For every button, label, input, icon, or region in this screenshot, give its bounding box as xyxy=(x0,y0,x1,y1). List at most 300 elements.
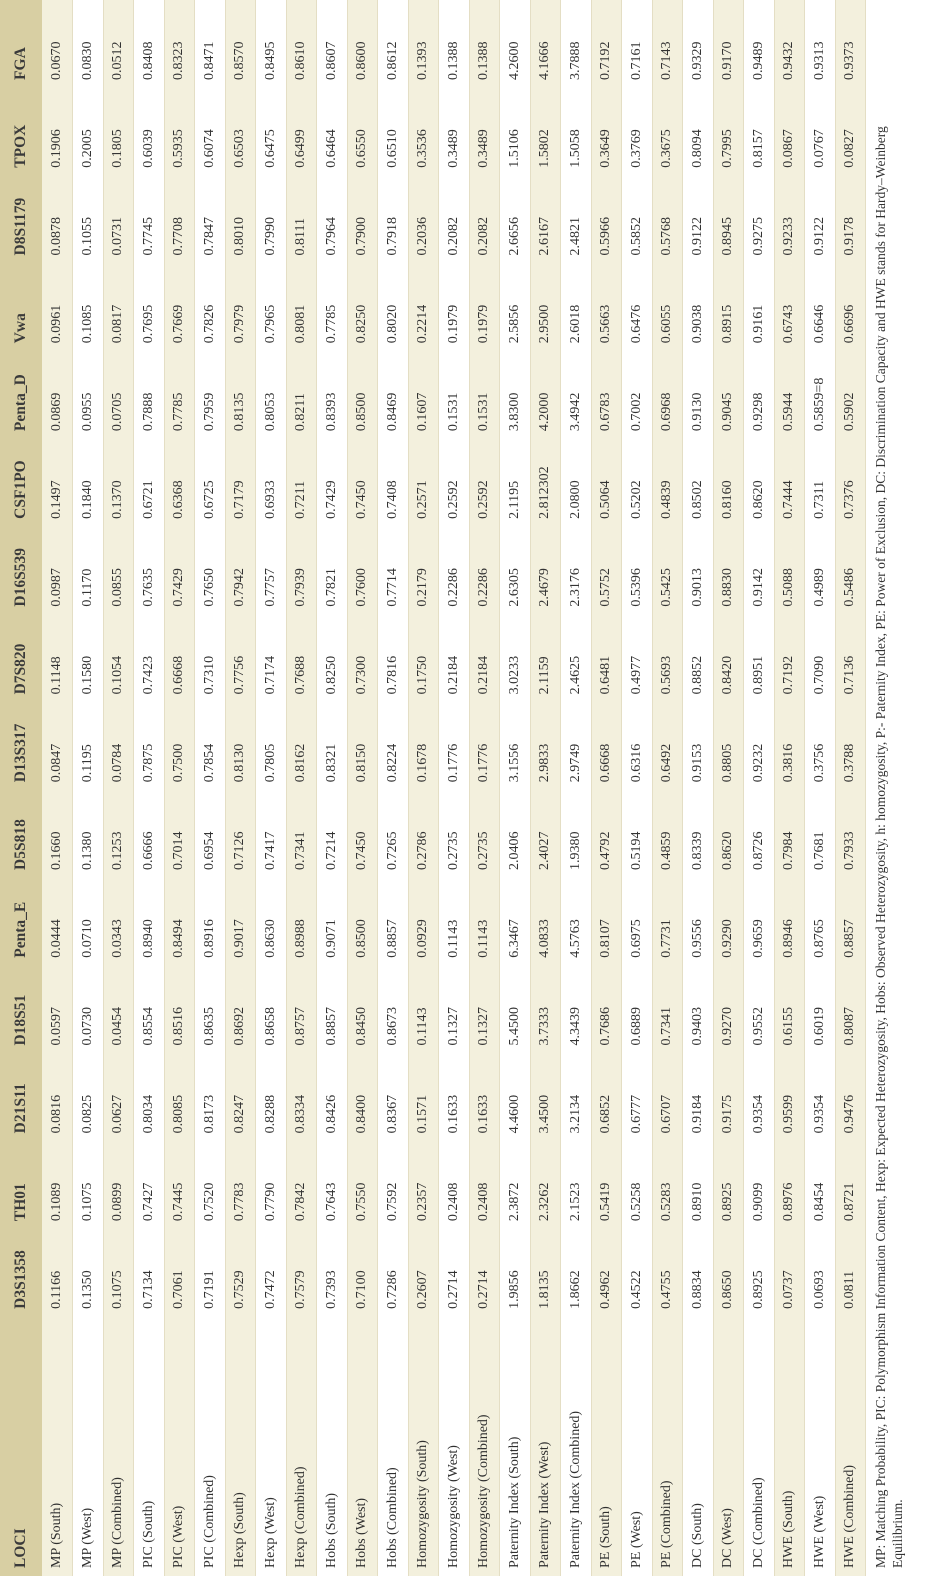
table-cell: 0.9403 xyxy=(683,966,714,1054)
table-cell: 2.1523 xyxy=(561,1141,592,1229)
column-header-th01: TH01 xyxy=(12,1183,29,1222)
table-cell: 0.5419 xyxy=(591,1141,622,1229)
table-cell: 0.9329 xyxy=(683,0,714,88)
table-cell: 0.7211 xyxy=(286,439,317,527)
column-header-fga: FGA xyxy=(12,47,29,80)
table-cell: 0.1253 xyxy=(103,790,134,878)
table-cell: 0.2005 xyxy=(73,88,104,176)
table-cell: 0.8094 xyxy=(683,88,714,176)
table-cell: 4.0833 xyxy=(530,878,561,966)
table-cell: 0.6743 xyxy=(774,264,805,352)
table-cell: 0.1085 xyxy=(73,264,104,352)
table-cell: 0.3816 xyxy=(774,702,805,790)
table-cell: 0.9178 xyxy=(835,176,866,264)
table-row xyxy=(195,0,226,1576)
table-cell: 0.7376 xyxy=(835,439,866,527)
table-row xyxy=(500,0,531,1576)
table-cell: 0.9233 xyxy=(774,176,805,264)
table-cell: 0.8502 xyxy=(683,439,714,527)
column-header-tpox: TPOX xyxy=(12,124,29,168)
column-header-d8s1179: D8S1179 xyxy=(12,197,29,256)
table-cell: 0.1840 xyxy=(73,439,104,527)
row-label: Paternity Index (Combined) xyxy=(561,1317,592,1576)
table-cell: 0.8334 xyxy=(286,1054,317,1142)
table-cell: 0.7341 xyxy=(652,966,683,1054)
table-cell: 0.7423 xyxy=(134,615,165,703)
table-cell: 0.7500 xyxy=(164,702,195,790)
table-cell: 0.7785 xyxy=(164,351,195,439)
table-cell: 3.4942 xyxy=(561,351,592,439)
table-cell: 2.6018 xyxy=(561,264,592,352)
column-header-d5s818: D5S818 xyxy=(12,819,29,870)
header-row xyxy=(0,0,42,1576)
table-cell: 0.7126 xyxy=(225,790,256,878)
table-cell: 0.7417 xyxy=(256,790,287,878)
table-cell: 0.9659 xyxy=(744,878,775,966)
table-cell: 0.8915 xyxy=(713,264,744,352)
table-cell: 0.1531 xyxy=(469,351,500,439)
table-cell: 0.7783 xyxy=(225,1141,256,1229)
table-cell: 0.3788 xyxy=(835,702,866,790)
table-cell: 0.7450 xyxy=(347,439,378,527)
table-row xyxy=(622,0,653,1576)
table-cell: 0.2214 xyxy=(408,264,439,352)
table-cell: 0.9122 xyxy=(805,176,836,264)
column-header-vwa: Vwa xyxy=(12,313,29,344)
table-cell: 0.8224 xyxy=(378,702,409,790)
table-cell: 0.8857 xyxy=(317,966,348,1054)
table-cell: 0.8607 xyxy=(317,0,348,88)
table-cell: 0.8157 xyxy=(744,88,775,176)
table-cell: 0.7805 xyxy=(256,702,287,790)
row-label: PE (West) xyxy=(622,1317,653,1576)
table-cell: 0.7964 xyxy=(317,176,348,264)
table-cell: 0.7310 xyxy=(195,615,226,703)
table-cell: 0.9432 xyxy=(774,0,805,88)
table-cell: 0.1607 xyxy=(408,351,439,439)
table-cell: 0.4989 xyxy=(805,527,836,615)
table-cell: 0.6492 xyxy=(652,702,683,790)
table-cell: 0.1393 xyxy=(408,0,439,88)
table-cell: 0.8620 xyxy=(713,790,744,878)
table-cell: 0.7745 xyxy=(134,176,165,264)
table-cell: 0.1979 xyxy=(469,264,500,352)
table-cell: 0.8339 xyxy=(683,790,714,878)
table-cell: 2.812302 xyxy=(530,439,561,527)
table-cell: 0.6464 xyxy=(317,88,348,176)
table-cell: 0.3769 xyxy=(622,88,653,176)
table-cell: 0.1678 xyxy=(408,702,439,790)
table-cell: 0.7984 xyxy=(774,790,805,878)
table-cell: 2.6167 xyxy=(530,176,561,264)
table-cell: 0.7143 xyxy=(652,0,683,88)
table-cell: 0.9099 xyxy=(744,1141,775,1229)
table-cell: 1.9380 xyxy=(561,790,592,878)
row-label: Hobs (West) xyxy=(347,1317,378,1576)
table-cell: 0.7265 xyxy=(378,790,409,878)
table-cell: 0.7002 xyxy=(622,351,653,439)
table-cell: 0.9298 xyxy=(744,351,775,439)
table-row xyxy=(42,0,73,1576)
table-cell: 0.0869 xyxy=(42,351,73,439)
row-label: Hexp (West) xyxy=(256,1317,287,1576)
row-label: MP (West) xyxy=(73,1317,104,1576)
table-cell: 4.3439 xyxy=(561,966,592,1054)
table-cell: 0.0444 xyxy=(42,878,73,966)
table-cell: 0.9556 xyxy=(683,878,714,966)
table-cell: 0.6721 xyxy=(134,439,165,527)
table-cell: 0.2408 xyxy=(469,1141,500,1229)
table-cell: 0.7959 xyxy=(195,351,226,439)
table-cell: 0.7816 xyxy=(378,615,409,703)
table-cell: 0.0825 xyxy=(73,1054,104,1142)
table-cell: 0.0955 xyxy=(73,351,104,439)
table-cell: 0.7579 xyxy=(286,1229,317,1317)
table-cell: 0.8925 xyxy=(744,1229,775,1317)
table-cell: 0.1388 xyxy=(439,0,470,88)
table-cell: 0.4859 xyxy=(652,790,683,878)
table-cell: 0.8454 xyxy=(805,1141,836,1229)
table-cell: 0.7393 xyxy=(317,1229,348,1317)
table-cell: 0.8130 xyxy=(225,702,256,790)
table-cell: 3.0233 xyxy=(500,615,531,703)
table-cell: 0.5088 xyxy=(774,527,805,615)
table-cell: 0.4755 xyxy=(652,1229,683,1317)
table-cell: 0.7179 xyxy=(225,439,256,527)
table-cell: 0.6666 xyxy=(134,790,165,878)
table-cell: 0.1075 xyxy=(73,1141,104,1229)
row-label: Homozygosity (South) xyxy=(408,1317,439,1576)
table-cell: 0.7643 xyxy=(317,1141,348,1229)
column-header-d21s11: D21S11 xyxy=(12,1083,29,1134)
table-cell: 4.2600 xyxy=(500,0,531,88)
table-cell: 0.5966 xyxy=(591,176,622,264)
table-cell: 0.8321 xyxy=(317,702,348,790)
table-cell: 0.5663 xyxy=(591,264,622,352)
table-row xyxy=(744,0,775,1576)
table-row xyxy=(256,0,287,1576)
table-cell: 0.8721 xyxy=(835,1141,866,1229)
table-row xyxy=(73,0,104,1576)
table-row xyxy=(713,0,744,1576)
table-cell: 0.7445 xyxy=(164,1141,195,1229)
row-label: PIC (South) xyxy=(134,1317,165,1576)
table-cell: 3.8300 xyxy=(500,351,531,439)
table-cell: 0.8393 xyxy=(317,351,348,439)
table-cell: 0.8288 xyxy=(256,1054,287,1142)
table-cell: 0.3489 xyxy=(469,88,500,176)
table-cell: 0.1143 xyxy=(408,966,439,1054)
table-cell: 0.5944 xyxy=(774,351,805,439)
table-cell: 0.6019 xyxy=(805,966,836,1054)
column-header-d7s820: D7S820 xyxy=(12,643,29,695)
table-cell: 0.8471 xyxy=(195,0,226,88)
table-cell: 0.8830 xyxy=(713,527,744,615)
table-cell: 0.1195 xyxy=(73,702,104,790)
column-header-csf1po: CSF1PO xyxy=(12,460,29,519)
table-cell: 4.5763 xyxy=(561,878,592,966)
table-cell: 0.7790 xyxy=(256,1141,287,1229)
table-cell: 0.9313 xyxy=(805,0,836,88)
column-header-loci: LOCI xyxy=(12,1528,29,1568)
column-header-penta-d: Penta_D xyxy=(12,374,29,432)
table-cell: 0.9130 xyxy=(683,351,714,439)
table-cell: 0.8988 xyxy=(286,878,317,966)
table-cell: 0.0730 xyxy=(73,966,104,1054)
table-cell: 0.0867 xyxy=(774,88,805,176)
table-cell: 0.9290 xyxy=(713,878,744,966)
table-cell: 0.9270 xyxy=(713,966,744,1054)
table-cell: 0.9122 xyxy=(683,176,714,264)
row-label: HWE (South) xyxy=(774,1317,805,1576)
table-cell: 0.2082 xyxy=(469,176,500,264)
table-cell: 0.2179 xyxy=(408,527,439,615)
table-cell: 4.1666 xyxy=(530,0,561,88)
row-label: Hexp (South) xyxy=(225,1317,256,1576)
table-cell: 0.6707 xyxy=(652,1054,683,1142)
table-cell: 0.1531 xyxy=(439,351,470,439)
table-cell: 0.2184 xyxy=(469,615,500,703)
table-cell: 2.4027 xyxy=(530,790,561,878)
table-cell: 0.4839 xyxy=(652,439,683,527)
table-cell: 0.8173 xyxy=(195,1054,226,1142)
table-cell: 0.1380 xyxy=(73,790,104,878)
table-cell: 0.9184 xyxy=(683,1054,714,1142)
table-cell: 0.1327 xyxy=(469,966,500,1054)
table-cell: 0.5258 xyxy=(622,1141,653,1229)
table-cell: 0.6954 xyxy=(195,790,226,878)
table-cell: 0.6852 xyxy=(591,1054,622,1142)
table-cell: 0.9045 xyxy=(713,351,744,439)
table-cell: 0.6933 xyxy=(256,439,287,527)
table-cell: 0.9489 xyxy=(744,0,775,88)
table-cell: 0.1633 xyxy=(439,1054,470,1142)
table-cell: 0.7756 xyxy=(225,615,256,703)
table-cell: 0.7192 xyxy=(774,615,805,703)
table-cell: 0.8323 xyxy=(164,0,195,88)
table-cell: 0.8034 xyxy=(134,1054,165,1142)
row-label: Hexp (Combined) xyxy=(286,1317,317,1576)
table-cell: 0.8085 xyxy=(164,1054,195,1142)
table-cell: 0.8726 xyxy=(744,790,775,878)
table-cell: 0.5852 xyxy=(622,176,653,264)
table-cell: 0.8951 xyxy=(744,615,775,703)
table-cell: 0.7918 xyxy=(378,176,409,264)
table-cell: 2.9749 xyxy=(561,702,592,790)
table-cell: 0.5859=8 xyxy=(805,351,836,439)
table-cell: 0.1580 xyxy=(73,615,104,703)
table-cell: 0.7650 xyxy=(195,527,226,615)
table-cell: 0.9354 xyxy=(744,1054,775,1142)
table-cell: 2.3176 xyxy=(561,527,592,615)
table-cell: 0.2735 xyxy=(439,790,470,878)
table-row xyxy=(469,0,500,1576)
table-cell: 0.2036 xyxy=(408,176,439,264)
table-cell: 2.0406 xyxy=(500,790,531,878)
table-cell: 0.8673 xyxy=(378,966,409,1054)
table-cell: 0.8910 xyxy=(683,1141,714,1229)
row-label: Hobs (Combined) xyxy=(378,1317,409,1576)
table-cell: 5.4500 xyxy=(500,966,531,1054)
table-cell: 0.7686 xyxy=(591,966,622,1054)
table-cell: 0.8658 xyxy=(256,966,287,1054)
table-cell: 0.0987 xyxy=(42,527,73,615)
table-cell: 0.8420 xyxy=(713,615,744,703)
table-cell: 0.0899 xyxy=(103,1141,134,1229)
table-cell: 0.4522 xyxy=(622,1229,653,1317)
table-cell: 0.0731 xyxy=(103,176,134,264)
table-cell: 2.1195 xyxy=(500,439,531,527)
table-cell: 0.2357 xyxy=(408,1141,439,1229)
column-header-d3s1358: D3S1358 xyxy=(12,1250,29,1309)
table-cell: 0.2408 xyxy=(439,1141,470,1229)
table-cell: 0.7429 xyxy=(164,527,195,615)
row-label: PE (Combined) xyxy=(652,1317,683,1576)
table-row xyxy=(835,0,866,1576)
table-cell: 0.9476 xyxy=(835,1054,866,1142)
table-cell: 0.4962 xyxy=(591,1229,622,1317)
table-cell: 0.7965 xyxy=(256,264,287,352)
table-cell: 4.4600 xyxy=(500,1054,531,1142)
table-row xyxy=(408,0,439,1576)
table-cell: 0.8367 xyxy=(378,1054,409,1142)
table-cell: 0.9013 xyxy=(683,527,714,615)
table-cell: 1.5058 xyxy=(561,88,592,176)
column-header-d13s317: D13S317 xyxy=(12,723,29,783)
table-cell: 0.6668 xyxy=(164,615,195,703)
table-cell: 0.4792 xyxy=(591,790,622,878)
table-cell: 0.6039 xyxy=(134,88,165,176)
table-cell: 0.3536 xyxy=(408,88,439,176)
table-cell: 0.1327 xyxy=(439,966,470,1054)
row-label: DC (Combined) xyxy=(744,1317,775,1576)
table-cell: 0.7014 xyxy=(164,790,195,878)
table-cell: 1.5106 xyxy=(500,88,531,176)
table-cell: 0.5283 xyxy=(652,1141,683,1229)
table-cell: 0.5425 xyxy=(652,527,683,615)
table-cell: 0.3649 xyxy=(591,88,622,176)
table-cell: 0.0811 xyxy=(835,1229,866,1317)
table-cell: 0.1370 xyxy=(103,439,134,527)
column-header-d18s51: D18S51 xyxy=(12,994,29,1046)
table-cell: 0.8150 xyxy=(347,702,378,790)
table-cell: 0.9354 xyxy=(805,1054,836,1142)
table-cell: 0.0961 xyxy=(42,264,73,352)
row-label: Paternity Index (South) xyxy=(500,1317,531,1576)
table-cell: 0.1571 xyxy=(408,1054,439,1142)
table-cell: 0.9161 xyxy=(744,264,775,352)
column-header-d16s539: D16S539 xyxy=(12,548,29,607)
table-cell: 0.1148 xyxy=(42,615,73,703)
table-cell: 0.6074 xyxy=(195,88,226,176)
table-cell: 0.6510 xyxy=(378,88,409,176)
table-cell: 0.9038 xyxy=(683,264,714,352)
table-cell: 0.7854 xyxy=(195,702,226,790)
table-cell: 0.7161 xyxy=(622,0,653,88)
table-cell: 0.8020 xyxy=(378,264,409,352)
table-cell: 0.5902 xyxy=(835,351,866,439)
table-cell: 0.7300 xyxy=(347,615,378,703)
table-cell: 0.9599 xyxy=(774,1054,805,1142)
table-cell: 0.7695 xyxy=(134,264,165,352)
table-cell: 1.9856 xyxy=(500,1229,531,1317)
row-label: PIC (Combined) xyxy=(195,1317,226,1576)
table-cell: 0.7191 xyxy=(195,1229,226,1317)
table-cell: 0.6476 xyxy=(622,264,653,352)
table-cell: 0.8945 xyxy=(713,176,744,264)
table-cell: 0.9142 xyxy=(744,527,775,615)
table-cell: 0.5768 xyxy=(652,176,683,264)
table-cell: 0.8081 xyxy=(286,264,317,352)
table-cell: 3.4500 xyxy=(530,1054,561,1142)
table-cell: 0.7550 xyxy=(347,1141,378,1229)
table-cell: 0.5935 xyxy=(164,88,195,176)
table-cell: 0.8857 xyxy=(835,878,866,966)
table-cell: 0.7429 xyxy=(317,439,348,527)
row-label: MP (Combined) xyxy=(103,1317,134,1576)
table-cell: 0.9170 xyxy=(713,0,744,88)
table-cell: 0.1660 xyxy=(42,790,73,878)
table-cell: 0.0855 xyxy=(103,527,134,615)
table-cell: 0.0737 xyxy=(774,1229,805,1317)
table-cell: 0.8570 xyxy=(225,0,256,88)
table-cell: 2.6656 xyxy=(500,176,531,264)
table-cell: 0.9275 xyxy=(744,176,775,264)
table-cell: 0.6055 xyxy=(652,264,683,352)
table-cell: 0.7939 xyxy=(286,527,317,615)
table-cell: 0.3675 xyxy=(652,88,683,176)
table-cell: 0.2286 xyxy=(439,527,470,615)
table-cell: 0.9153 xyxy=(683,702,714,790)
table-cell: 0.7826 xyxy=(195,264,226,352)
table-cell: 0.8940 xyxy=(134,878,165,966)
table-cell: 0.7731 xyxy=(652,878,683,966)
table-header xyxy=(0,0,42,1576)
table-cell: 0.1497 xyxy=(42,439,73,527)
table-cell: 0.0929 xyxy=(408,878,439,966)
table-cell: 0.7061 xyxy=(164,1229,195,1317)
table-cell: 0.6503 xyxy=(225,88,256,176)
table-cell: 0.0512 xyxy=(103,0,134,88)
table-cell: 0.0693 xyxy=(805,1229,836,1317)
table-cell: 0.7847 xyxy=(195,176,226,264)
table-cell: 0.8135 xyxy=(225,351,256,439)
row-label: DC (South) xyxy=(683,1317,714,1576)
table-cell: 0.9071 xyxy=(317,878,348,966)
table-cell: 0.6696 xyxy=(835,264,866,352)
table-cell: 3.7333 xyxy=(530,966,561,1054)
table-body xyxy=(42,0,866,1576)
table-cell: 0.6668 xyxy=(591,702,622,790)
table-cell: 0.6155 xyxy=(774,966,805,1054)
table-cell: 0.7888 xyxy=(134,351,165,439)
table-cell: 0.8757 xyxy=(286,966,317,1054)
table-cell: 0.8247 xyxy=(225,1054,256,1142)
table-cell: 0.2286 xyxy=(469,527,500,615)
table-cell: 2.3262 xyxy=(530,1141,561,1229)
table-cell: 0.7450 xyxy=(347,790,378,878)
table-cell: 0.8500 xyxy=(347,878,378,966)
table-cell: 0.8554 xyxy=(134,966,165,1054)
table-cell: 0.1143 xyxy=(439,878,470,966)
table-cell: 4.2000 xyxy=(530,351,561,439)
table-cell: 0.7520 xyxy=(195,1141,226,1229)
table-cell: 0.7821 xyxy=(317,527,348,615)
table-cell: 0.7134 xyxy=(134,1229,165,1317)
table-cell: 0.0847 xyxy=(42,702,73,790)
table-cell: 0.1143 xyxy=(469,878,500,966)
table-cell: 0.7136 xyxy=(835,615,866,703)
